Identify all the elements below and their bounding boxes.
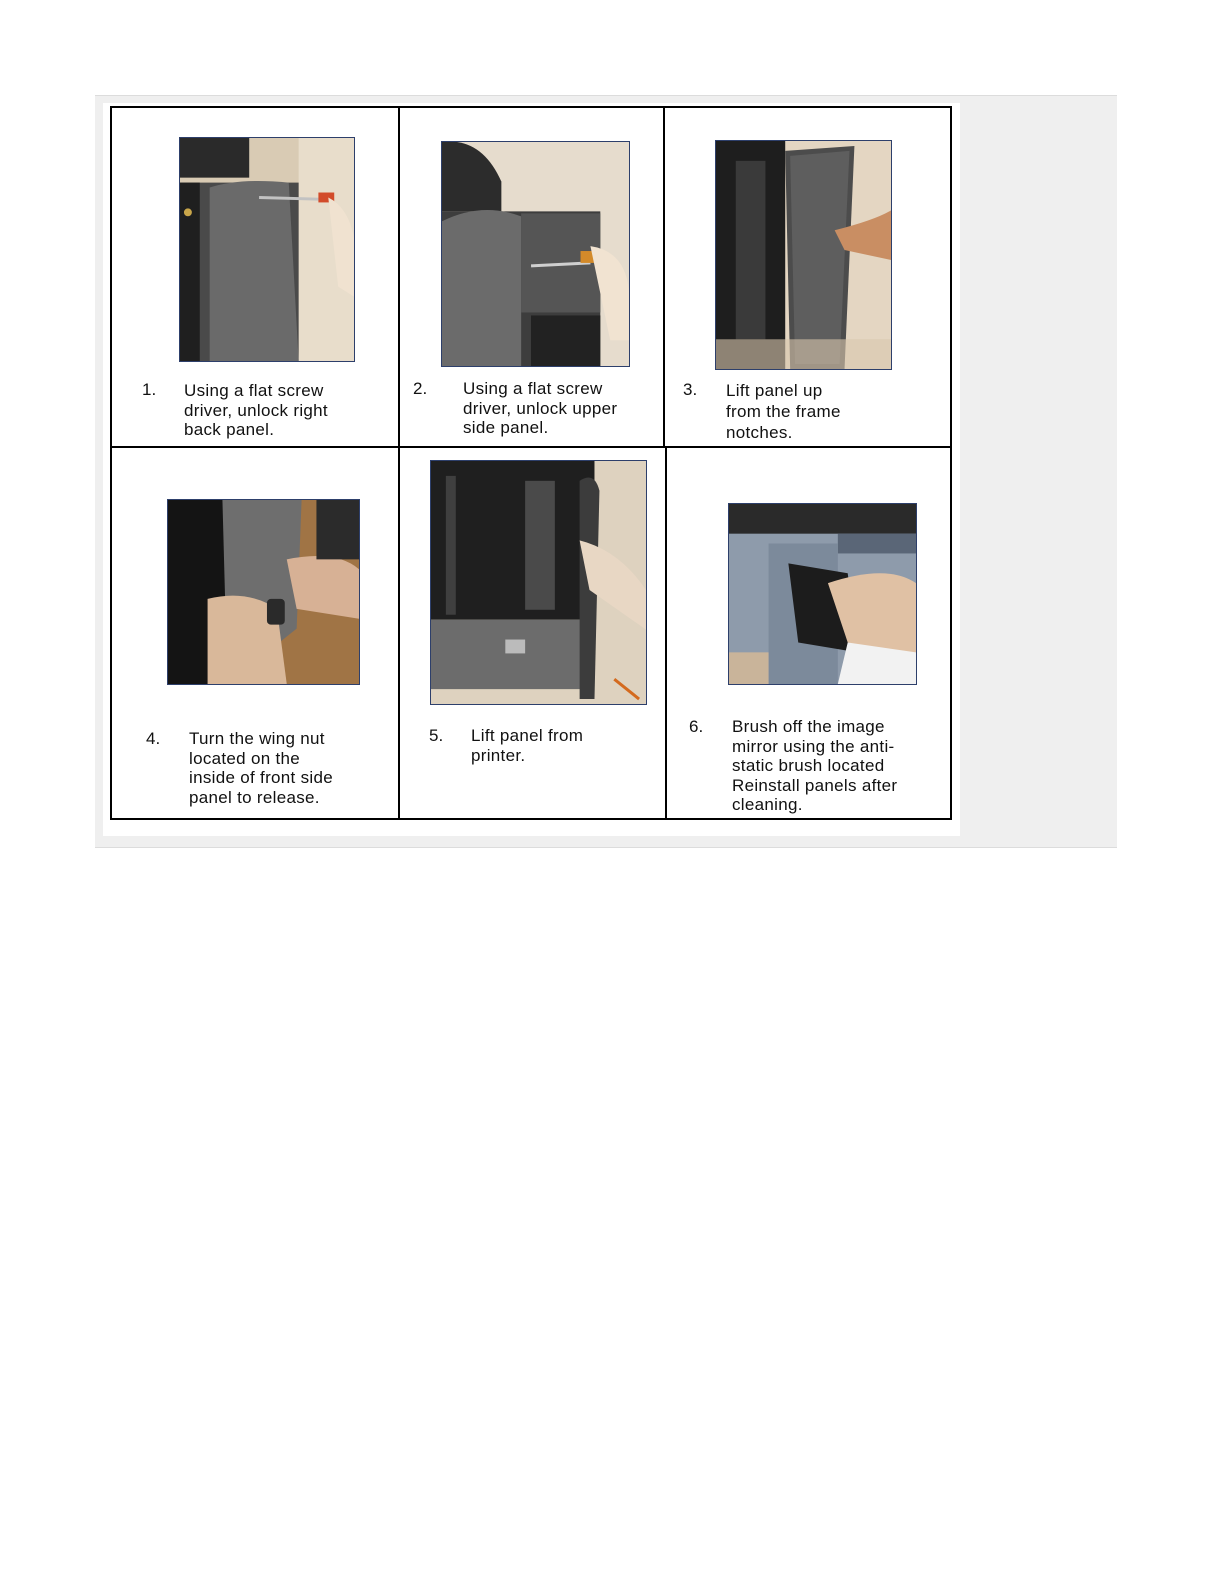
step-5-photo <box>430 460 647 705</box>
grid-divider-v2-top <box>663 106 665 447</box>
step-4-number: 4. <box>146 729 161 748</box>
step-5-text: Lift panel from printer. <box>471 726 584 765</box>
step-3-text: Lift panel up from the frame notches. <box>726 381 841 442</box>
step-1-photo <box>179 137 355 362</box>
grid-divider-h <box>110 446 952 448</box>
step-1-text: Using a flat screw driver, unlock right back panel. <box>184 381 328 439</box>
step-3-number: 3. <box>683 380 698 399</box>
step-2-photo <box>441 141 630 367</box>
step-4-photo <box>167 499 360 685</box>
step-6-photo <box>728 503 917 685</box>
grid-divider-v2-bottom <box>665 447 667 820</box>
step-2-number: 2. <box>413 379 428 398</box>
step-6-number: 6. <box>689 717 704 736</box>
step-5-number: 5. <box>429 726 444 745</box>
step-2-text: Using a flat screw driver, unlock upper side panel. <box>463 379 618 437</box>
step-4-text: Turn the wing nut located on the inside of front side panel to release. <box>189 729 333 807</box>
step-3-photo <box>715 140 892 370</box>
grid-divider-v1 <box>398 106 400 820</box>
step-6-text: Brush off the image mirror using the anti- static brush located Reinstall panels after cleaning. <box>732 717 898 814</box>
step-1-number: 1. <box>142 380 157 399</box>
